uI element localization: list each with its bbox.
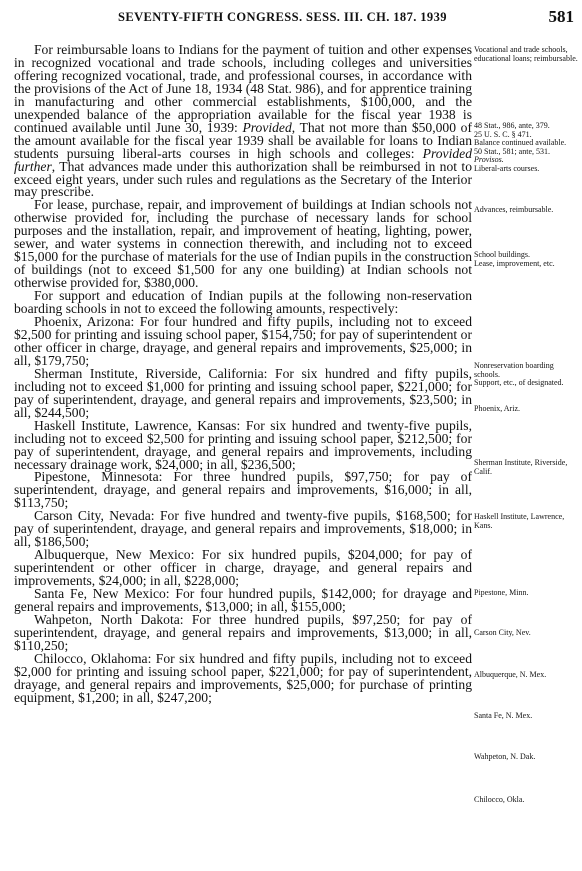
margin-note	[474, 589, 580, 598]
page-header	[0, 7, 582, 31]
margin-note	[474, 712, 580, 721]
margin-line: Support, etc., of designated.	[474, 378, 564, 388]
paragraph-albuquerque: Albuquerque, New Mexico: For six hundred pupils, $204,000; for pay of superintendent or other officer in charge, drayage, and general repairs and improvements, $24,000; in all, $228,000;	[14, 547, 472, 589]
margin-note	[474, 405, 580, 414]
margin-line: Liberal-arts courses.	[474, 163, 540, 173]
margin-note	[474, 796, 580, 805]
margin-line: Carson City, Nev.	[474, 628, 531, 637]
page-number: 581	[548, 7, 574, 26]
paragraph-carson-city: Carson City, Nevada: For five hundred and twenty-five pupils, $168,500; for pay of superintendent, drayage, and general repairs and improvements, $18,000; in all, $186,500;	[14, 508, 472, 550]
proviso-keyword: Provided	[242, 119, 292, 135]
margin-line: Santa Fe, N. Mex.	[474, 711, 533, 720]
margin-note	[474, 251, 580, 268]
margin-note	[474, 513, 580, 530]
margin-line: Advances, reimbursable.	[474, 205, 554, 214]
margin-line: School buildings.	[474, 250, 531, 259]
paragraph-school-buildings: For lease, purchase, repair, and improvement of buildings at Indian schools not otherwise provided for, including the purchase of necessary lands for school purposes and the installation, repair, and improvement of heating, lighting, power, sewer, and water systems in connection therewith, and including not to exceed $15,000 for the purchase of materials for the use of Indian pupils in the construction of buildings (not to exceed $1,500 for any one building) at Indian schools not otherwise provided for, $380,000.	[14, 197, 472, 291]
margin-note	[474, 671, 580, 680]
paragraph-chilocco: Chilocco, Oklahoma: For six hundred and fifty pupils, including not to exceed $2,000 for printing and issuing school paper, $221,000; for pay of superintendent, drayage, and general repairs and improvements, $25,000; for purchase of printing equipment, $1,200; in all, $247,200;	[14, 650, 472, 705]
margin-note	[474, 362, 580, 388]
margin-line: Albuquerque, N. Mex.	[474, 670, 547, 679]
margin-note	[474, 46, 580, 63]
paragraph-phoenix: Phoenix, Arizona: For four hundred and fifty pupils, including not to exceed $2,500 for printing and issuing school paper, $154,750; for pay of superintendent or other officer in charge, drayage, and general repairs and improvements, $25,000; in all, $179,750;	[14, 314, 472, 368]
margin-note	[474, 629, 580, 638]
paragraph-santa-fe: Santa Fe, New Mexico: For four hundred pupils, $142,000; for drayage and general repairs and improvements, $13,000; in all, $155,000;	[14, 586, 472, 614]
margin-line: Provisos.	[474, 155, 504, 165]
margin-line: Wahpeton, N. Dak.	[474, 752, 536, 761]
statute-text	[14, 44, 472, 705]
proviso-keyword: Provided further	[14, 145, 472, 174]
paragraph-wahpeton: Wahpeton, North Dakota: For three hundred pupils, $97,250; for pay of superintendent, drayage, and general repairs and improvements, $13,000; in all, $110,250;	[14, 611, 472, 653]
margin-line: Haskell Institute, Lawrence, Kans.	[474, 512, 565, 530]
margin-line: Balance continued available.	[474, 138, 567, 148]
margin-note	[474, 122, 580, 174]
margin-line: Phoenix, Ariz.	[474, 404, 520, 413]
margin-note	[474, 753, 580, 762]
margin-note	[474, 459, 580, 476]
paragraph-haskell: Haskell Institute, Lawrence, Kansas: For six hundred and twenty-five pupils, including not to exceed $2,500 for printing and issuing school paper, $212,500; for pay of superintendent, drayage, and general repairs and improvements, including necessary drainage work, $24,000; in all, $236,500;	[14, 417, 472, 472]
margin-line: 25 U. S. C. § 471.	[474, 129, 532, 139]
margin-line: Nonreservation boarding schools.	[474, 361, 554, 379]
paragraph-pipestone: Pipestone, Minnesota: For three hundred pupils, $97,750; for pay of superintendent, drayage, and general repairs and improvements, $16,000; in all, $113,750;	[14, 469, 472, 511]
margin-line: Chilocco, Okla.	[474, 795, 525, 804]
paragraph-vocational-loans: For reimbursable loans to Indians for the payment of tuition and other expenses in recognized vocational and trade schools, including colleges and universities offering recognized vocational, trade, and professional courses, in accordance with the provisions of the Act of June 18, 1934 (48 Stat. 986), and for apprentice training in manufacturing and other commercial establishments, $100,000, and the unexpended balance of the appropriation available for the fiscal year 1938 is continued available until June 30, 1939: Provided, That not more than $50,000 of the amount available for the fiscal year 1939 shall be available for loans to Indian students pursuing liberal-arts courses in high schools and colleges: Provided further, That advances made under this authorization shall be reimbursed in not to exceed eight years, under such rules and regulations as the Secretary of the Interior may prescribe.	[14, 42, 472, 200]
margin-line: Vocational and trade schools, educational loans; reimbursable.	[474, 45, 578, 63]
margin-line: Sherman Institute, Riverside, Calif.	[474, 458, 568, 476]
margin-note	[474, 206, 580, 215]
margin-line: 50 Stat., 581; ante, 531.	[474, 146, 550, 156]
margin-line: Lease, improvement, etc.	[474, 258, 555, 268]
paragraph-nonreservation-schools: For support and education of Indian pupils at the following non-reservation boarding schools in not to exceed the following amounts, respectively:	[14, 288, 472, 317]
margin-line: 48 Stat., 986, ante, 379.	[474, 121, 550, 130]
margin-line: Pipestone, Minn.	[474, 588, 529, 597]
paragraph-sherman: Sherman Institute, Riverside, California: For six hundred and fifty pupils, including not to exceed $1,000 for printing and issuing school paper, $221,000; for pay of superintendent, drayage, and general repairs and improvements, $23,500; in all, $244,500;	[14, 365, 472, 420]
running-title: SEVENTY-FIFTH CONGRESS. SESS. III. CH. 187. 1939	[118, 10, 447, 24]
